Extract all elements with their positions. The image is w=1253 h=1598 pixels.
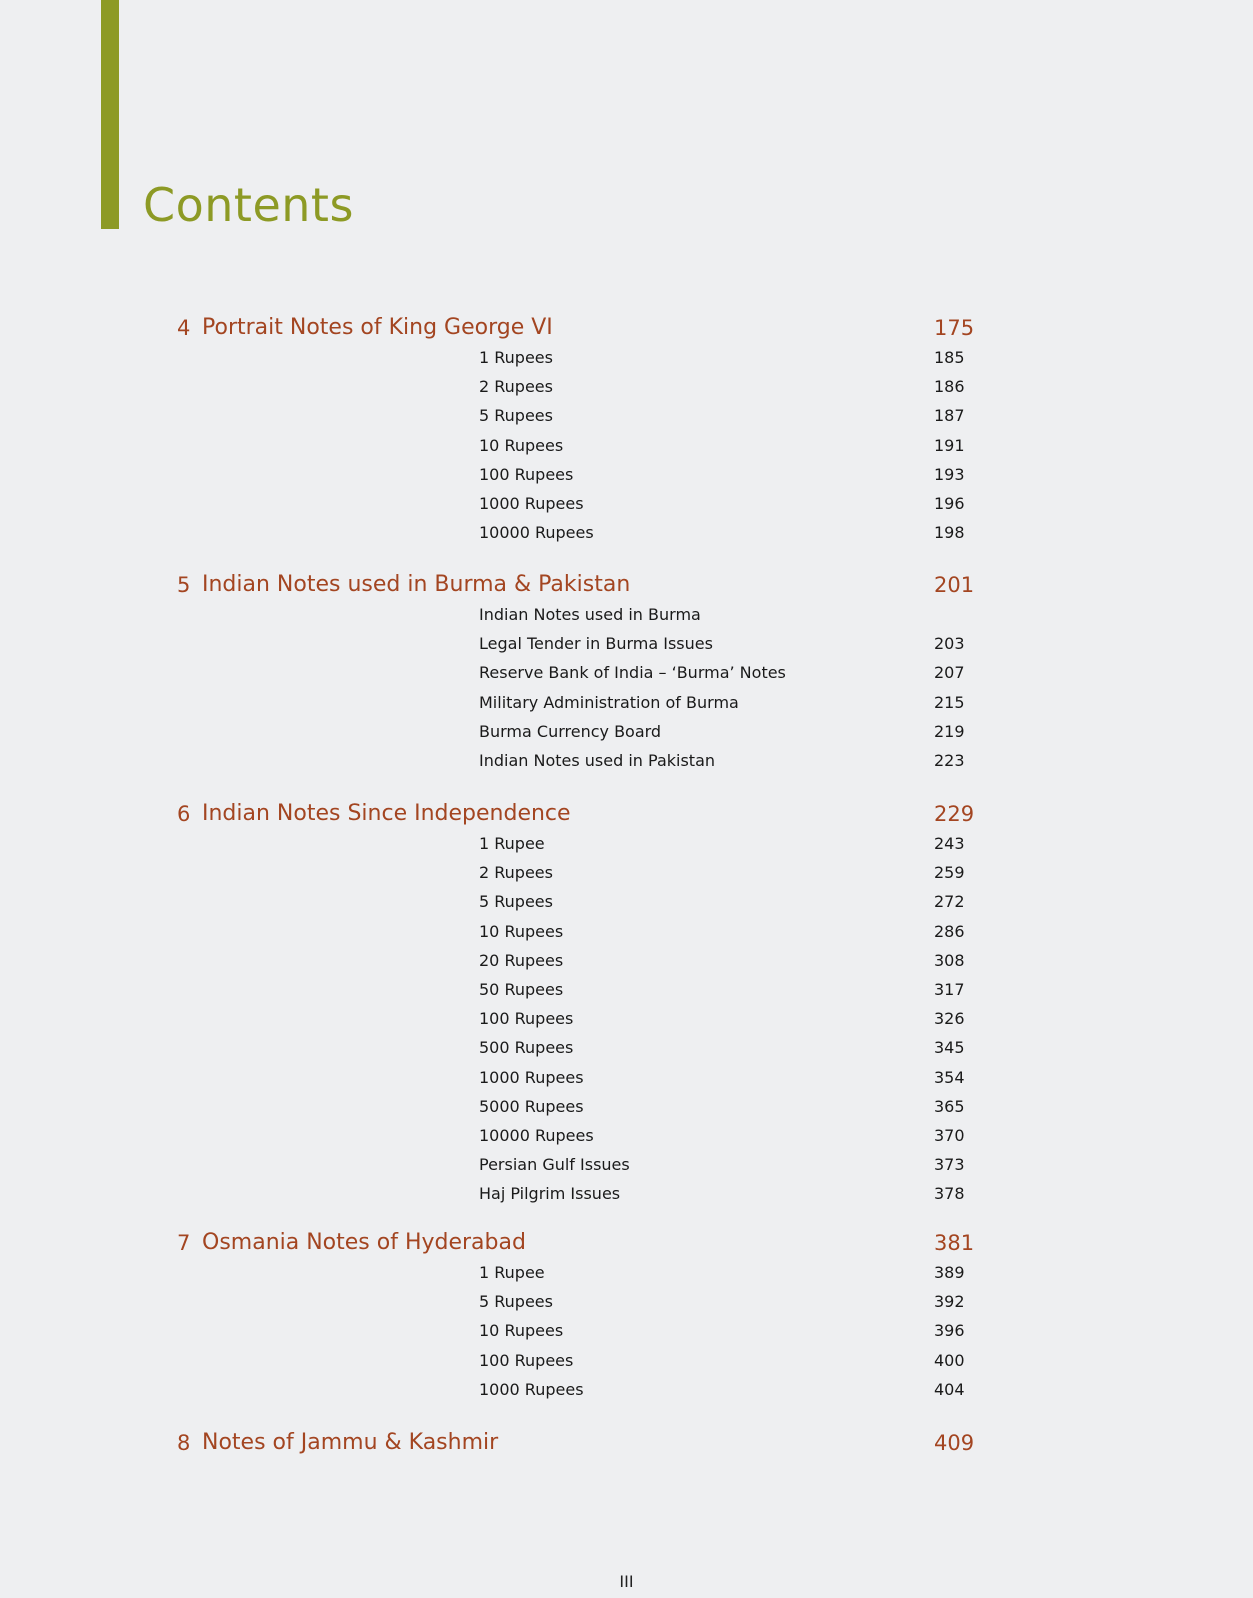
toc-entry[interactable] [0, 343, 1253, 372]
entry-page-number: 389 [934, 1263, 965, 1282]
entry-label: 1 Rupee [479, 1263, 545, 1282]
entry-page-number: 223 [934, 750, 965, 770]
entry-label: 5 Rupees [479, 1292, 553, 1312]
section-title: Portrait Notes of King George VI [202, 315, 553, 340]
toc-section [0, 570, 1253, 775]
entry-label: 10 Rupees [479, 435, 564, 455]
toc-entry[interactable] [0, 975, 1253, 1004]
toc-entry[interactable] [0, 1375, 1253, 1404]
entry-page-number: 326 [934, 1009, 965, 1029]
entry-page-number: 207 [934, 663, 965, 683]
section-heading[interactable] [0, 313, 1253, 343]
entry-label: 1000 Rupees [479, 1067, 584, 1087]
toc-entry[interactable] [0, 1316, 1253, 1345]
entry-label: 5000 Rupees [479, 1096, 584, 1116]
entry-page-number: 193 [934, 464, 965, 484]
entry-page-number: 373 [934, 1155, 965, 1175]
entry-page-number: 187 [934, 406, 965, 426]
entry-page-number: 317 [934, 979, 965, 999]
entry-page-number: 196 [934, 493, 965, 513]
section-heading[interactable] [0, 1228, 1253, 1258]
entry-label: Persian Gulf Issues [479, 1155, 630, 1175]
entry-label: 2 Rupees [479, 863, 553, 883]
section-heading[interactable] [0, 799, 1253, 829]
toc-entry[interactable] [0, 431, 1253, 460]
toc-entry[interactable] [0, 746, 1253, 775]
entry-label: Burma Currency Board [479, 721, 662, 741]
entry-page-number: 185 [934, 348, 965, 367]
toc-entry[interactable] [0, 1063, 1253, 1092]
toc-entry[interactable] [0, 1150, 1253, 1179]
toc-entry[interactable] [0, 1033, 1253, 1062]
entry-page-number: 400 [934, 1350, 965, 1370]
entry-label: 5 Rupees [479, 406, 553, 426]
section-title: Notes of Jammu & Kashmir [202, 1430, 499, 1455]
section-page-number: 381 [934, 1231, 975, 1255]
entry-page-number: 308 [934, 950, 965, 970]
toc-entry[interactable] [0, 1004, 1253, 1033]
entry-label: Indian Notes used in Burma [479, 605, 701, 624]
section-number: 5 [177, 573, 191, 597]
entry-page-number: 286 [934, 921, 965, 941]
toc-entry[interactable] [0, 1092, 1253, 1121]
entry-page-number: 404 [934, 1379, 965, 1399]
entry-page-number: 243 [934, 834, 965, 853]
entry-page-number: 392 [934, 1292, 965, 1312]
entry-page-number: 198 [934, 523, 965, 543]
toc-section [0, 799, 1253, 1208]
section-title: Indian Notes Since Independence [202, 801, 571, 826]
entry-page-number: 345 [934, 1038, 965, 1058]
toc-entry[interactable] [0, 917, 1253, 946]
section-heading[interactable] [0, 1428, 1253, 1458]
entry-label: Legal Tender in Burma Issues [479, 634, 713, 654]
entry-label: 10 Rupees [479, 921, 564, 941]
entry-label: Reserve Bank of India – ‘Burma’ Notes [479, 663, 786, 683]
section-title: Osmania Notes of Hyderabad [202, 1230, 526, 1255]
entry-label: 500 Rupees [479, 1038, 574, 1058]
entry-page-number: 219 [934, 721, 965, 741]
entry-page-number: 365 [934, 1096, 965, 1116]
page-number: III [619, 1572, 634, 1591]
section-page-number: 409 [934, 1431, 975, 1455]
toc-entry[interactable] [0, 460, 1253, 489]
entry-label: 1000 Rupees [479, 493, 584, 513]
section-title: Indian Notes used in Burma & Pakistan [202, 572, 631, 597]
entry-label: 1000 Rupees [479, 1379, 584, 1399]
toc-entry[interactable] [0, 1121, 1253, 1150]
toc-entry[interactable] [0, 946, 1253, 975]
entry-label: 100 Rupees [479, 464, 574, 484]
toc-entry[interactable] [0, 658, 1253, 687]
entry-label: 1 Rupee [479, 834, 545, 853]
entry-page-number: 378 [934, 1184, 965, 1204]
toc-section [0, 313, 1253, 547]
entry-page-number: 203 [934, 634, 965, 654]
entry-label: 20 Rupees [479, 950, 564, 970]
toc-entry[interactable] [0, 372, 1253, 401]
entry-label: 10000 Rupees [479, 523, 594, 543]
toc-entry[interactable] [0, 489, 1253, 518]
entry-label: Military Administration of Burma [479, 692, 739, 712]
section-page-number: 229 [934, 802, 975, 826]
toc-entry[interactable] [0, 829, 1253, 858]
entry-page-number: 354 [934, 1067, 965, 1087]
entry-label: 5 Rupees [479, 892, 553, 912]
toc-entry[interactable] [0, 688, 1253, 717]
entry-page-number: 396 [934, 1321, 965, 1341]
entry-page-number: 259 [934, 863, 965, 883]
toc-entry[interactable] [0, 1346, 1253, 1375]
entry-label: Indian Notes used in Pakistan [479, 750, 716, 770]
toc-entry[interactable] [0, 629, 1253, 658]
section-page-number: 175 [934, 316, 975, 340]
page-title: Contents [143, 178, 354, 232]
toc-entry[interactable] [0, 1258, 1253, 1287]
toc-entry[interactable] [0, 600, 1253, 629]
toc-entry[interactable] [0, 1179, 1253, 1208]
toc-entry[interactable] [0, 858, 1253, 887]
entry-page-number: 186 [934, 377, 965, 397]
entry-label: 10 Rupees [479, 1321, 564, 1341]
accent-bar [101, 0, 119, 229]
entry-page-number: 191 [934, 435, 965, 455]
entry-label: 1 Rupees [479, 348, 553, 367]
toc-section [0, 1428, 1253, 1458]
section-number: 6 [177, 802, 191, 826]
entry-label: 2 Rupees [479, 377, 553, 397]
section-heading[interactable] [0, 570, 1253, 600]
entry-page-number: 215 [934, 692, 965, 712]
entry-page-number: 272 [934, 892, 965, 912]
section-number: 7 [177, 1231, 191, 1255]
section-number: 8 [177, 1431, 191, 1455]
entry-label: 10000 Rupees [479, 1125, 594, 1145]
section-page-number: 201 [934, 573, 975, 597]
entry-label: Haj Pilgrim Issues [479, 1184, 621, 1204]
toc-entry[interactable] [0, 717, 1253, 746]
entry-page-number: 370 [934, 1125, 965, 1145]
toc-section [0, 1228, 1253, 1404]
toc-entry[interactable] [0, 518, 1253, 547]
toc-entry[interactable] [0, 887, 1253, 916]
toc-entry[interactable] [0, 1287, 1253, 1316]
entry-label: 100 Rupees [479, 1350, 574, 1370]
section-number: 4 [177, 316, 191, 340]
entry-label: 100 Rupees [479, 1009, 574, 1029]
toc-entry[interactable] [0, 401, 1253, 430]
entry-label: 50 Rupees [479, 979, 564, 999]
